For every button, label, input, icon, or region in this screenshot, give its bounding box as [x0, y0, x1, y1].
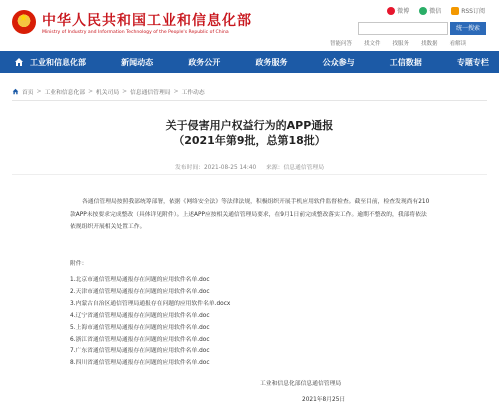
quick-links: [330, 39, 466, 47]
breadcrumb-work-news[interactable]: 工作动态: [181, 90, 205, 96]
wechat-link[interactable]: [419, 6, 441, 15]
site-header: [0, 0, 499, 50]
breadcrumb-separator: >: [122, 88, 127, 95]
quick-link-services[interactable]: 找服务: [392, 41, 410, 47]
unified-search-button[interactable]: 统一搜索: [450, 22, 486, 35]
nav-item-gov-services[interactable]: 政务服务: [255, 57, 288, 67]
article-meta: [0, 162, 499, 171]
attachment-link[interactable]: 1.北京市通信管理局通报存在问题的应用软件名单.doc: [70, 277, 210, 283]
site-subtitle: Ministry of Industry and Information Technology of the People's Republic of China: [42, 30, 229, 35]
nav-item-ministry[interactable]: 工业和信息化部: [30, 57, 86, 67]
divider: [12, 174, 487, 175]
wechat-icon: [419, 7, 427, 15]
article-source: 来源：信息通信管理局: [266, 165, 325, 171]
attachment-link[interactable]: 5.上海市通信管理局通报存在问题的应用软件名单.doc: [70, 324, 210, 331]
quick-link-qa[interactable]: 智能问答: [330, 41, 353, 47]
breadcrumb: [12, 87, 205, 96]
nav-item-topics[interactable]: 专题专栏: [456, 57, 489, 67]
weibo-link[interactable]: [387, 6, 409, 15]
nav-item-data[interactable]: 工信数据: [389, 57, 422, 67]
rss-label: RSS订阅: [461, 8, 485, 15]
quick-link-data[interactable]: 找数据: [421, 41, 438, 47]
rss-link[interactable]: [451, 6, 485, 15]
nav-item-gov-affairs[interactable]: 政务公开: [188, 57, 221, 67]
top-links: [387, 6, 485, 15]
attachment-link[interactable]: 8.四川省通信管理局通报存在问题的应用软件名单.doc: [70, 360, 210, 367]
article-title: 关于侵害用户权益行为的APP通报: [165, 119, 334, 132]
search-input[interactable]: [358, 22, 448, 35]
home-icon[interactable]: [14, 57, 24, 67]
wechat-label: 微信: [429, 8, 442, 15]
breadcrumb-ministry[interactable]: 工业和信息化部: [44, 90, 86, 96]
national-emblem-icon[interactable]: [12, 10, 36, 34]
sign-date: 2021年8月25日: [302, 397, 346, 403]
rss-icon: [451, 7, 459, 15]
quick-link-interpretation[interactable]: 看解读: [449, 41, 467, 47]
nav-item-news[interactable]: 新闻动态: [121, 57, 154, 67]
breadcrumb-separator: >: [173, 88, 179, 95]
article-subtitle: （2021年第9批，总第18批）: [173, 134, 326, 147]
attachment-link[interactable]: 6.浙江省通信管理局通报存在问题的应用软件名单.doc: [70, 336, 210, 343]
breadcrumb-bureau[interactable]: 信息通信管理局: [129, 90, 171, 96]
attachment-link[interactable]: 2.天津市通信管理局通报存在问题的应用软件名单.doc: [70, 288, 210, 295]
attachment-link[interactable]: 7.广东省通信管理局通报存在问题的应用软件名单.doc: [70, 348, 210, 355]
divider: [12, 100, 487, 101]
breadcrumb-home[interactable]: 首页: [22, 90, 34, 96]
attachment-link[interactable]: 4.辽宁省通信管理局通报存在问题的应用软件名单.doc: [70, 312, 210, 319]
article-paragraph: 各通信管理局按照我部统筹部署，依据《网络安全法》等法律法规，积极组织开展手机应用软件监督检查。截至目前，检查发现尚有210款APP未按要求完成整改（具体详见附件）。上述APP应按相关通信管理局要求，在9月1日前完成整改落实工作。逾期不整改的，我部将依法依规组织开展相关处置工作。: [70, 199, 430, 230]
breadcrumb-separator: >: [36, 88, 42, 95]
publish-date: 发布时间：2021-08-25 14:40: [174, 165, 257, 171]
signature: 工业和信息化部信息通信管理局: [260, 381, 342, 387]
attachment-list: [70, 275, 230, 370]
weibo-icon: [387, 7, 395, 15]
site-title[interactable]: 中华人民共和国工业和信息化部: [42, 13, 252, 29]
main-nav: [0, 51, 499, 73]
nav-item-public-participation[interactable]: 公众参与: [322, 57, 355, 67]
breadcrumb-separator: >: [88, 88, 93, 95]
quick-link-files[interactable]: 找文件: [364, 41, 381, 47]
attachment-link[interactable]: 3.内蒙古自治区通信管理局通报存在问题的应用软件名单.docx: [70, 300, 231, 307]
breadcrumb-home-icon: [12, 88, 19, 95]
weibo-label: 微博: [397, 8, 410, 15]
attachments-heading: 附件：: [70, 261, 88, 267]
breadcrumb-departments[interactable]: 机关司局: [95, 90, 120, 96]
